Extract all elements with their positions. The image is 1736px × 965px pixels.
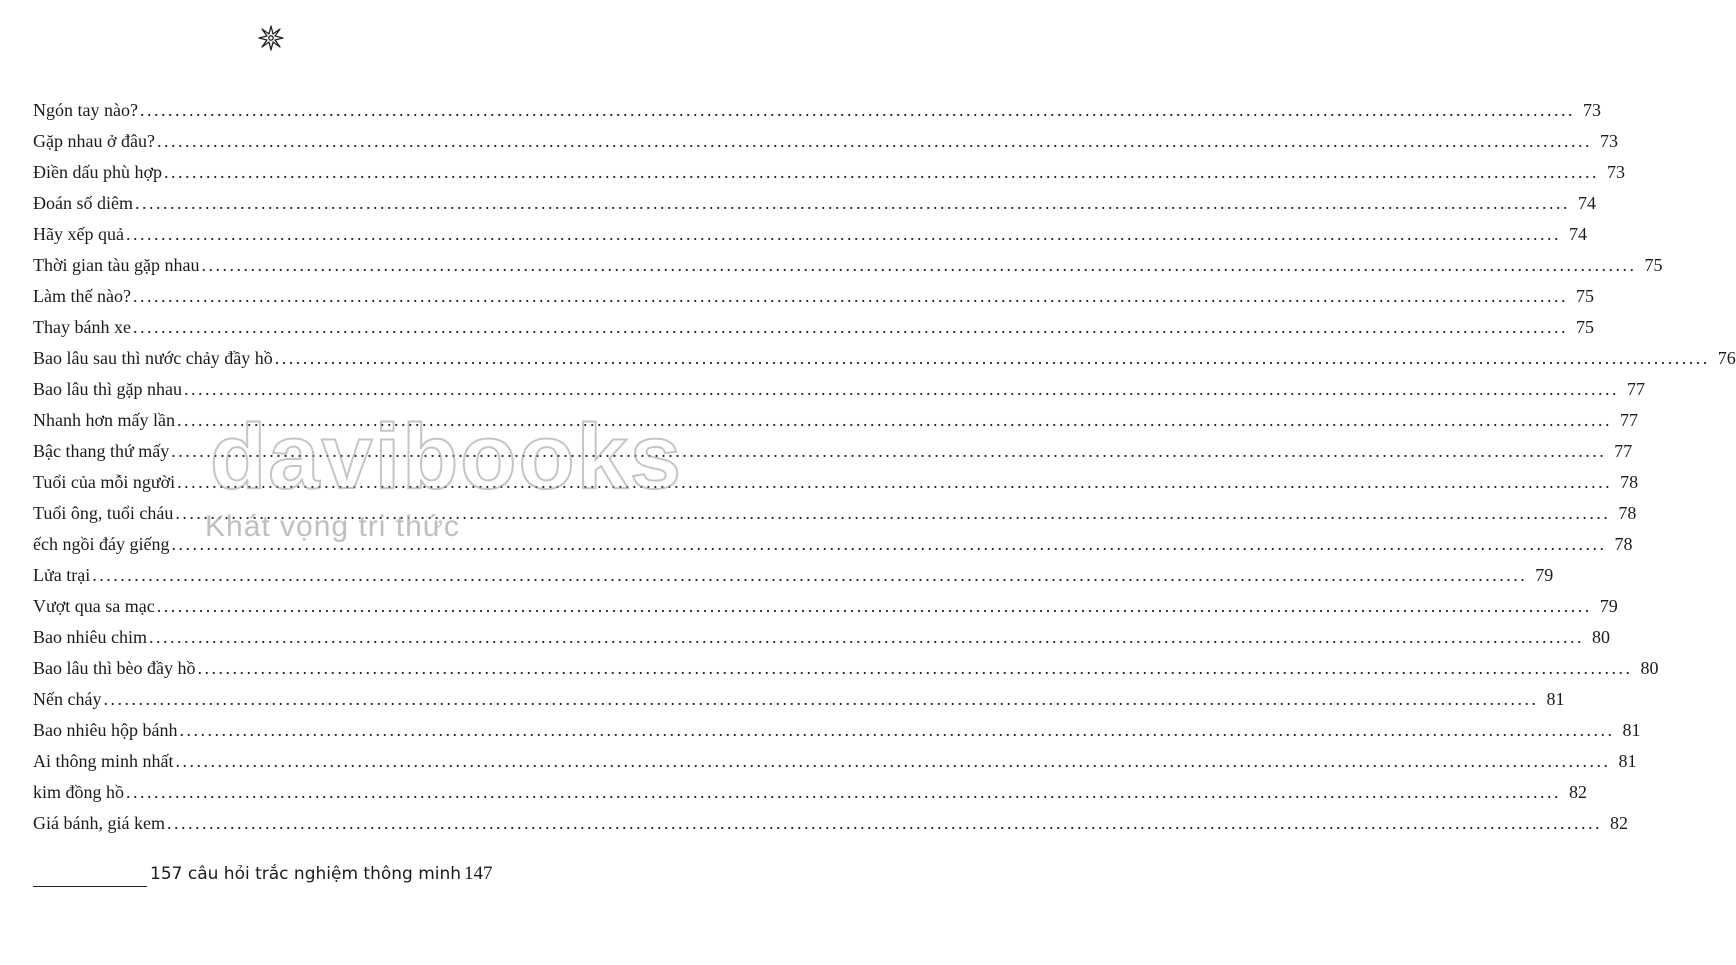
toc-entry-title: Lửa trại (33, 565, 91, 585)
toc-entry-title: Gặp nhau ở đâu? (33, 131, 155, 151)
toc-leader-dots (92, 560, 1525, 591)
toc-entry-page: 75 (1575, 317, 1594, 337)
toc-entry (33, 436, 1633, 467)
footer-book-title: 157 câu hỏi trắc nghiệm thông minh (150, 864, 462, 884)
toc-entry-page: 79 (1599, 596, 1618, 616)
toc-entry-title: Giá bánh, giá kem (33, 813, 165, 833)
toc-entry (33, 591, 1618, 622)
toc-entry-title: Ai thông minh nhất (33, 751, 174, 771)
toc-entry (33, 343, 1736, 374)
toc-entry-title: ếch ngồi đáy giếng (33, 534, 170, 554)
toc-leader-dots (133, 281, 1566, 312)
star-ornament-icon (258, 25, 284, 51)
toc-entry-page: 77 (1620, 410, 1638, 430)
toc-entry-title: Tuổi của mỗi người (33, 472, 176, 492)
toc-entry (33, 157, 1625, 188)
toc-entry-title: Hãy xếp quả (33, 224, 124, 244)
toc-entry (33, 188, 1596, 219)
toc-entry-title: Làm thế nào? (33, 286, 131, 306)
toc-leader-dots (103, 684, 1536, 715)
toc-entry (33, 374, 1645, 405)
toc-entry-title: Nến cháy (33, 689, 102, 709)
toc-leader-dots (164, 157, 1597, 188)
toc-entry (33, 715, 1641, 746)
toc-leader-dots (140, 95, 1573, 126)
toc-entry (33, 560, 1554, 591)
toc-entry (33, 777, 1588, 808)
toc-entry-title: Thay bánh xe (33, 317, 131, 337)
toc-leader-dots (176, 746, 1609, 777)
watermark-slogan: Khát vọng tri thức (205, 510, 460, 543)
toc-leader-dots (197, 653, 1630, 684)
toc-entry (33, 312, 1594, 343)
toc-entry (33, 498, 1637, 529)
toc-entry (33, 808, 1628, 839)
toc-entry-page: 73 (1607, 162, 1625, 182)
toc-leader-dots (177, 467, 1610, 498)
toc-entry-title: Bao nhiêu chim (33, 627, 147, 647)
toc-entry-title: Vượt qua sa mạc (33, 596, 155, 616)
toc-leader-dots (126, 219, 1559, 250)
toc-entry (33, 250, 1663, 281)
table-of-contents (33, 95, 1736, 839)
toc-leader-dots (157, 591, 1590, 622)
toc-entry-title: Ngón tay nào? (33, 100, 138, 120)
toc-entry-page: 76 (1717, 348, 1736, 368)
toc-leader-dots (179, 715, 1612, 746)
toc-leader-dots (177, 405, 1610, 436)
toc-entry-page: 73 (1582, 100, 1601, 120)
toc-entry-page: 78 (1614, 534, 1633, 554)
toc-entry (33, 95, 1601, 126)
toc-entry-title: kim đồng hồ (33, 782, 125, 802)
toc-entry-title: Bao lâu thì bèo đầy hồ (33, 658, 196, 678)
toc-leader-dots (171, 436, 1604, 467)
toc-entry (33, 126, 1618, 157)
toc-leader-dots (157, 126, 1590, 157)
toc-entry-title: Bao nhiêu hộp bánh (33, 720, 178, 740)
toc-leader-dots (171, 529, 1604, 560)
toc-entry (33, 219, 1587, 250)
toc-entry-title: Nhanh hơn mấy lần (33, 410, 175, 430)
toc-entry-page: 78 (1618, 503, 1637, 523)
toc-entry-page: 79 (1535, 565, 1554, 585)
toc-entry (33, 684, 1565, 715)
toc-entry-page: 81 (1546, 689, 1565, 709)
toc-leader-dots (175, 498, 1608, 529)
toc-entry-page: 82 (1609, 813, 1628, 833)
toc-leader-dots (133, 312, 1566, 343)
toc-entry (33, 746, 1637, 777)
toc-entry (33, 529, 1633, 560)
toc-entry-title: Thời gian tàu gặp nhau (33, 255, 200, 275)
footer-rule (33, 886, 147, 887)
toc-leader-dots (201, 250, 1634, 281)
toc-entry-page: 81 (1622, 720, 1641, 740)
toc-entry-page: 80 (1640, 658, 1659, 678)
toc-entry-title: Bậc thang thứ mấy (33, 441, 170, 461)
toc-entry-page: 81 (1618, 751, 1637, 771)
toc-leader-dots (184, 374, 1617, 405)
toc-leader-dots (135, 188, 1568, 219)
toc-entry-page: 75 (1575, 286, 1594, 306)
toc-entry-page: 74 (1577, 193, 1596, 213)
toc-leader-dots (149, 622, 1582, 653)
toc-entry-page: 73 (1599, 131, 1618, 151)
toc-leader-dots (167, 808, 1600, 839)
toc-entry-title: Điền dấu phù hợp (33, 162, 162, 182)
toc-entry-page: 80 (1591, 627, 1610, 647)
watermark-brand: davibooks (210, 406, 684, 508)
toc-entry (33, 405, 1638, 436)
toc-entry-title: Tuổi ông, tuổi cháu (33, 503, 174, 523)
toc-leader-dots (275, 343, 1708, 374)
footer-page-number: 147 (464, 863, 493, 884)
toc-entry-page: 77 (1626, 379, 1645, 399)
toc-leader-dots (126, 777, 1559, 808)
toc-entry-page: 77 (1614, 441, 1633, 461)
toc-entry (33, 467, 1639, 498)
toc-entry-title: Bao lâu thì gặp nhau (33, 379, 182, 399)
toc-entry-page: 75 (1644, 255, 1663, 275)
toc-entry-page: 74 (1568, 224, 1587, 244)
toc-entry (33, 653, 1659, 684)
toc-entry (33, 622, 1610, 653)
toc-entry-title: Bao lâu sau thì nước chảy đầy hồ (33, 348, 273, 368)
toc-entry-page: 78 (1620, 472, 1639, 492)
toc-entry-page: 82 (1569, 782, 1588, 802)
toc-entry-title: Đoán số diêm (33, 193, 133, 213)
toc-entry (33, 281, 1594, 312)
